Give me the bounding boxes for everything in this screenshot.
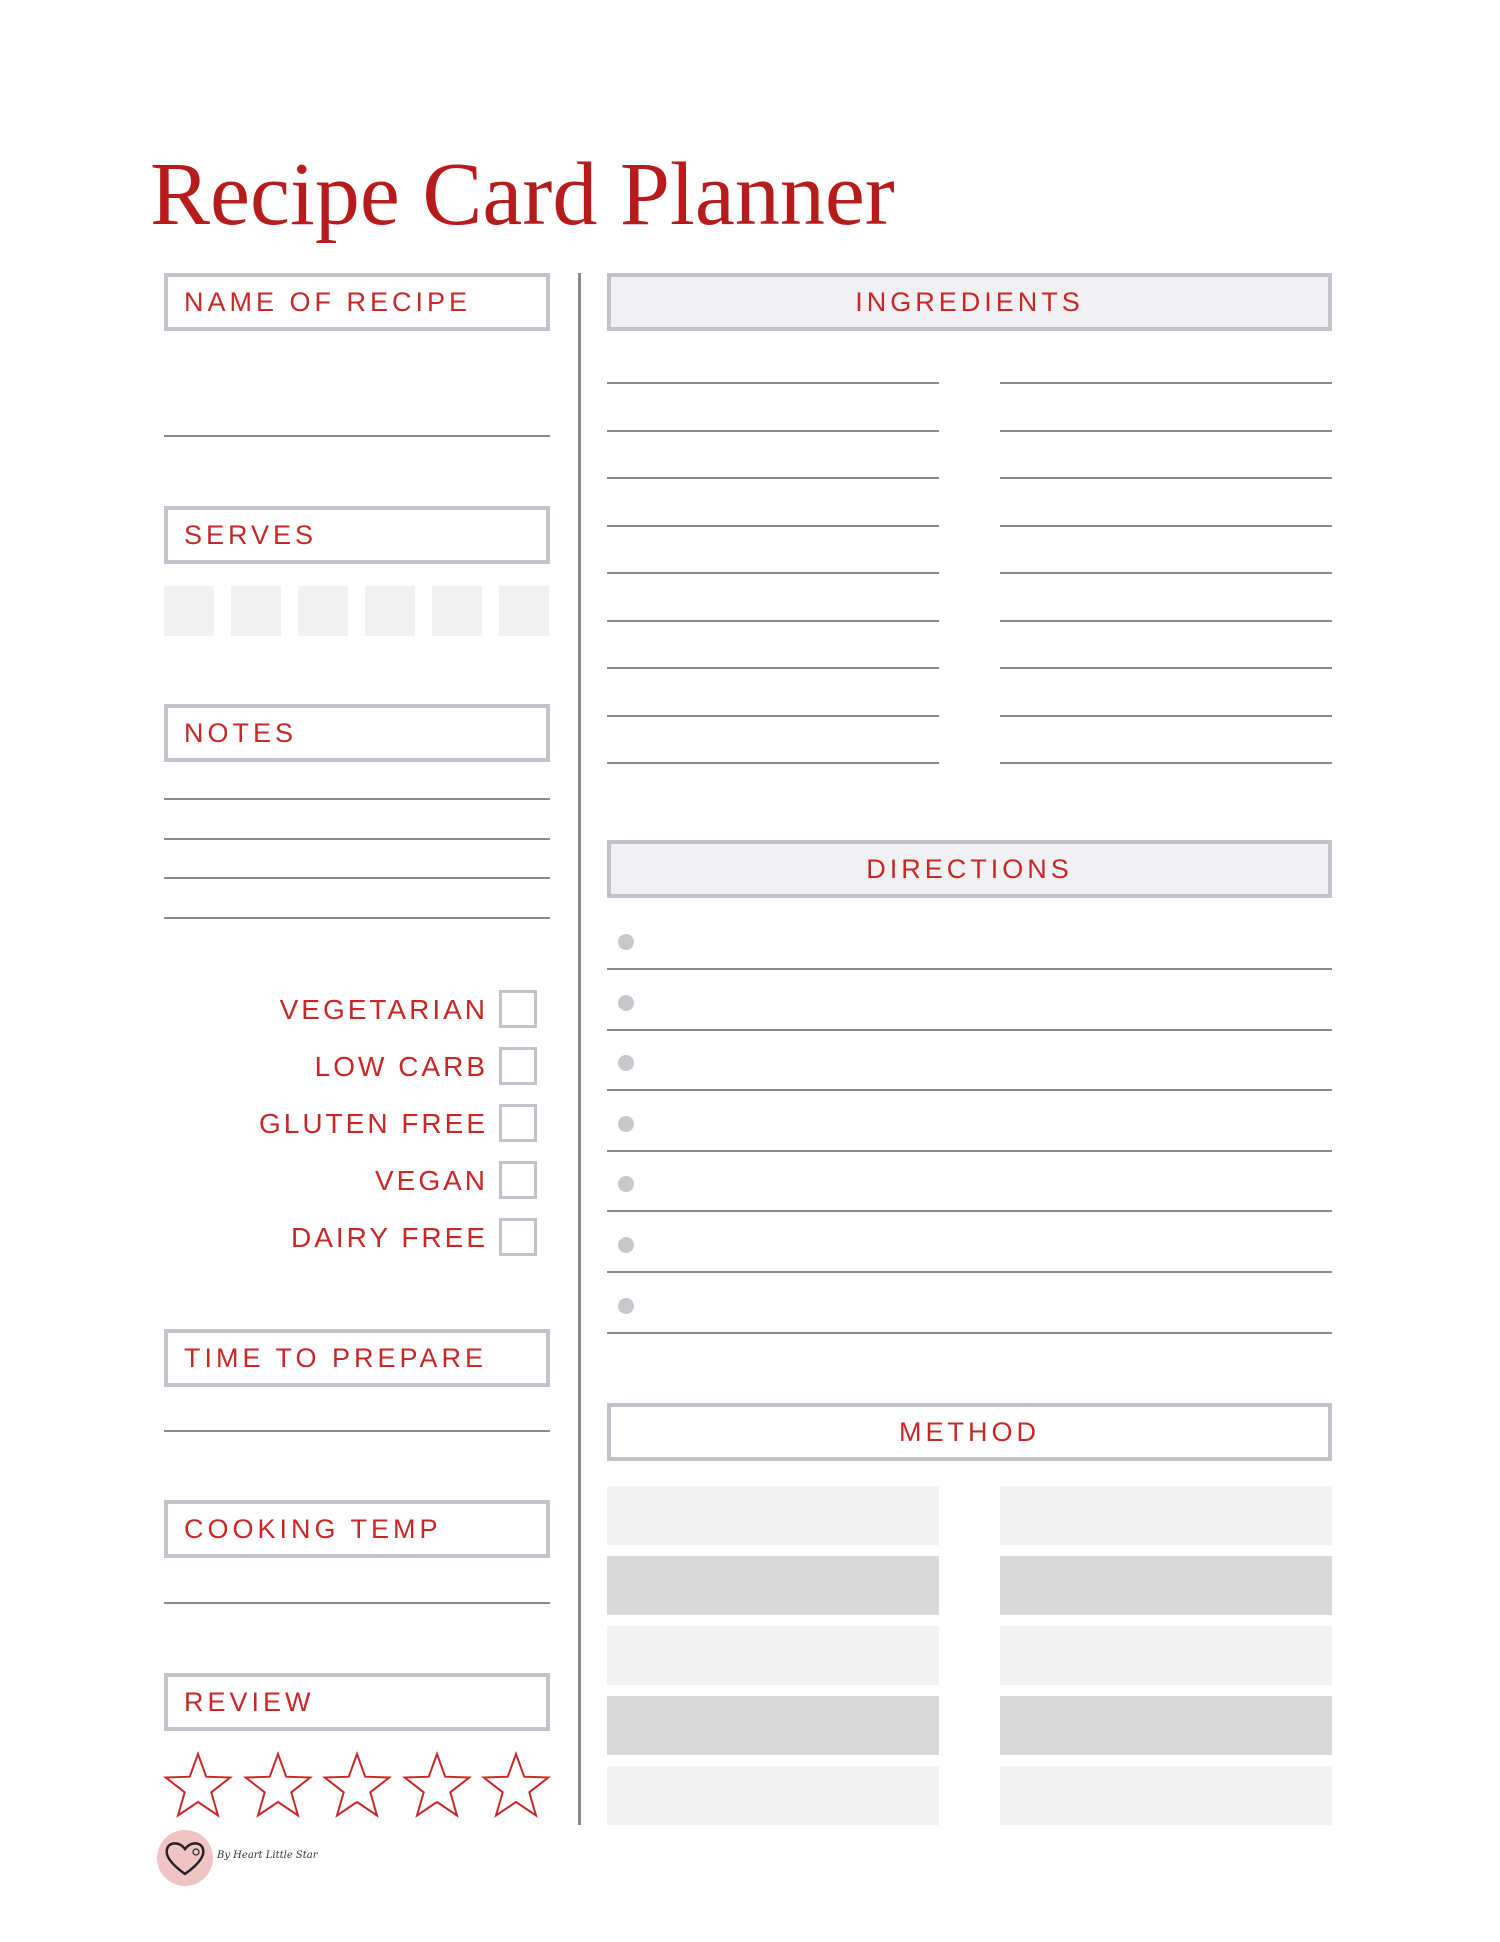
direction-line[interactable] [607,1150,1332,1152]
direction-line[interactable] [607,968,1332,970]
ingredient-line[interactable] [1000,525,1332,527]
bullet-dot-icon [618,1298,634,1314]
serves-box[interactable] [499,586,549,636]
serves-box[interactable] [432,586,482,636]
direction-line[interactable] [607,1089,1332,1091]
ingredient-line[interactable] [607,762,939,764]
method-cell[interactable] [607,1766,939,1825]
notes-label: NOTES [164,704,550,762]
ingredient-line[interactable] [607,477,939,479]
bullet-dot-icon [618,1237,634,1253]
ingredient-line[interactable] [1000,430,1332,432]
review-label: REVIEW [164,1673,550,1731]
ingredient-line[interactable] [1000,667,1332,669]
direction-line[interactable] [607,1271,1332,1273]
direction-line[interactable] [607,1210,1332,1212]
cooking-temp-label: COOKING TEMP [164,1500,550,1558]
page-title: Recipe Card Planner [150,145,895,244]
method-cell[interactable] [1000,1766,1332,1825]
ingredient-line[interactable] [1000,382,1332,384]
cooking-temp-line[interactable] [164,1602,550,1604]
method-cell[interactable] [1000,1626,1332,1685]
ingredient-line[interactable] [607,667,939,669]
star-icon[interactable] [402,1750,472,1820]
star-icon[interactable] [481,1750,551,1820]
name-of-recipe-label: NAME OF RECIPE [164,273,550,331]
star-icon[interactable] [322,1750,392,1820]
method-cell[interactable] [1000,1556,1332,1615]
ingredient-line[interactable] [607,620,939,622]
notes-line[interactable] [164,877,550,879]
low-carb-checkbox[interactable] [499,1047,537,1085]
method-cell[interactable] [1000,1696,1332,1755]
directions-label: DIRECTIONS [607,840,1332,898]
ingredient-line[interactable] [1000,715,1332,717]
ingredient-line[interactable] [1000,620,1332,622]
direction-line[interactable] [607,1332,1332,1334]
method-cell[interactable] [607,1486,939,1545]
method-cell[interactable] [607,1626,939,1685]
ingredient-line[interactable] [1000,477,1332,479]
ingredient-line[interactable] [607,382,939,384]
method-cell[interactable] [1000,1486,1332,1545]
diet-label-vegetarian: VEGETARIAN [279,994,488,1025]
diet-label-gluten-free: GLUTEN FREE [258,1108,488,1139]
ingredient-line[interactable] [607,572,939,574]
bullet-dot-icon [618,1055,634,1071]
vegetarian-checkbox[interactable] [499,990,537,1028]
serves-box[interactable] [164,586,214,636]
bullet-dot-icon [618,995,634,1011]
star-icon[interactable] [163,1750,233,1820]
method-label: METHOD [607,1403,1332,1461]
dairy-free-checkbox[interactable] [499,1218,537,1256]
diet-label-low-carb: LOW CARB [314,1051,488,1082]
time-to-prepare-label: TIME TO PREPARE [164,1329,550,1387]
ingredient-line[interactable] [1000,572,1332,574]
ingredient-line[interactable] [607,430,939,432]
time-to-prepare-line[interactable] [164,1430,550,1432]
bullet-dot-icon [618,1116,634,1132]
recipe-name-line[interactable] [164,435,550,437]
method-cell[interactable] [607,1556,939,1615]
ingredient-line[interactable] [607,715,939,717]
serves-box[interactable] [298,586,348,636]
diet-label-vegan: VEGAN [374,1165,488,1196]
serves-box[interactable] [231,586,281,636]
ingredient-line[interactable] [1000,762,1332,764]
heart-icon [157,1830,213,1886]
notes-line[interactable] [164,838,550,840]
notes-line[interactable] [164,798,550,800]
diet-label-dairy-free: DAIRY FREE [290,1222,488,1253]
brand-logo [157,1830,213,1886]
ingredients-label: INGREDIENTS [607,273,1332,331]
star-icon[interactable] [243,1750,313,1820]
ingredient-line[interactable] [607,525,939,527]
notes-line[interactable] [164,917,550,919]
method-cell[interactable] [607,1696,939,1755]
vegan-checkbox[interactable] [499,1161,537,1199]
brand-name: By Heart Little Star [217,1850,318,1861]
gluten-free-checkbox[interactable] [499,1104,537,1142]
direction-line[interactable] [607,1029,1332,1031]
bullet-dot-icon [618,934,634,950]
bullet-dot-icon [618,1176,634,1192]
serves-box[interactable] [365,586,415,636]
serves-label: SERVES [164,506,550,564]
column-divider [578,273,581,1825]
